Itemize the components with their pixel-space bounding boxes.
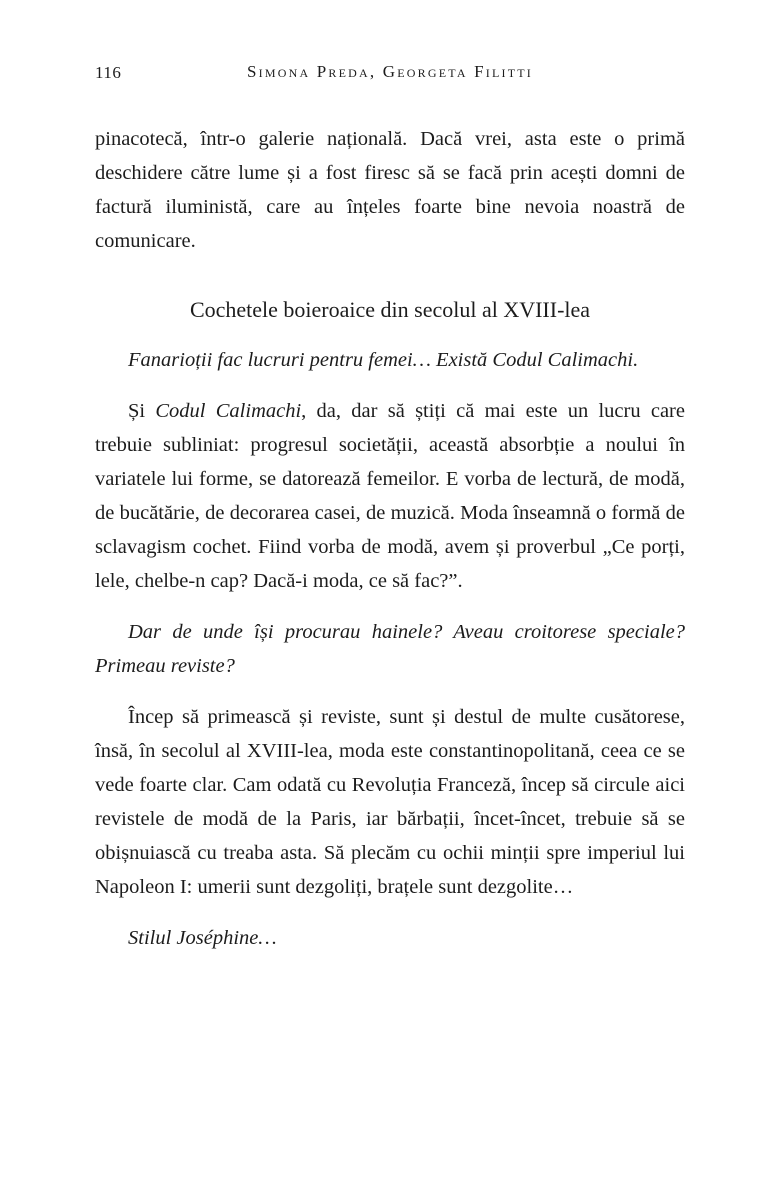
text-run: Și	[128, 400, 156, 422]
body-paragraph	[95, 394, 685, 598]
italic-text-run: Codul Calimachi	[155, 400, 302, 422]
page-body	[95, 122, 685, 955]
body-paragraph	[95, 122, 685, 258]
body-paragraph	[95, 700, 685, 904]
text-run: pinacotecă, într-o galerie națională. Dacă vrei, asta este o primă deschidere către lume și a fost firesc să se facă prin acești domni de factură iluministă, care au înțeles foarte bine nevoia noastră de comunicare.	[95, 128, 685, 252]
interview-question	[95, 343, 685, 377]
italic-text-run: Fanarioții fac lucruri pentru femei… Există Codul Calimachi.	[128, 349, 639, 371]
interview-question	[95, 921, 685, 955]
running-header	[95, 62, 685, 86]
running-header-title: Simona Preda, Georgeta Filitti	[247, 62, 533, 81]
italic-text-run: Stilul Joséphine…	[128, 927, 277, 949]
text-run: Încep să primească și reviste, sunt și destul de multe cusătorese, însă, în secolul al XVIII-lea, moda este constantinopolitană, ceea ce se vede foarte clar. Cam odată cu Revoluția Franceză, încep să circule aici revistele de modă de la Paris, iar bărbații, încet-încet, trebuie să se obișnuiască cu treaba asta. Să plecăm cu ochii minții spre imperiul lui Napoleon I: umerii sunt dezgoliți, brațele sunt dezgolite…	[95, 706, 685, 898]
page-number: 116	[95, 63, 122, 82]
interview-question	[95, 615, 685, 683]
section-heading: Cochetele boieroaice din secolul al XVIII-lea	[189, 297, 591, 322]
text-run: , da, dar să știți că mai este un lucru care trebuie subliniat: progresul societății, această absorbție a noului în variatele lui forme, se datorează femeilor. E vorba de lectură, de modă, de bucătărie, de decorarea casei, de muzică. Moda înseamnă o formă de sclavagism cochet. Fiind vorba de modă, avem și proverbul „Ce porți, lele, chelbe-n cap? Dacă-i moda, ce să fac?”.	[95, 400, 685, 592]
italic-text-run: Dar de unde își procurau hainele? Aveau croitorese speciale? Primeau reviste?	[95, 621, 685, 677]
